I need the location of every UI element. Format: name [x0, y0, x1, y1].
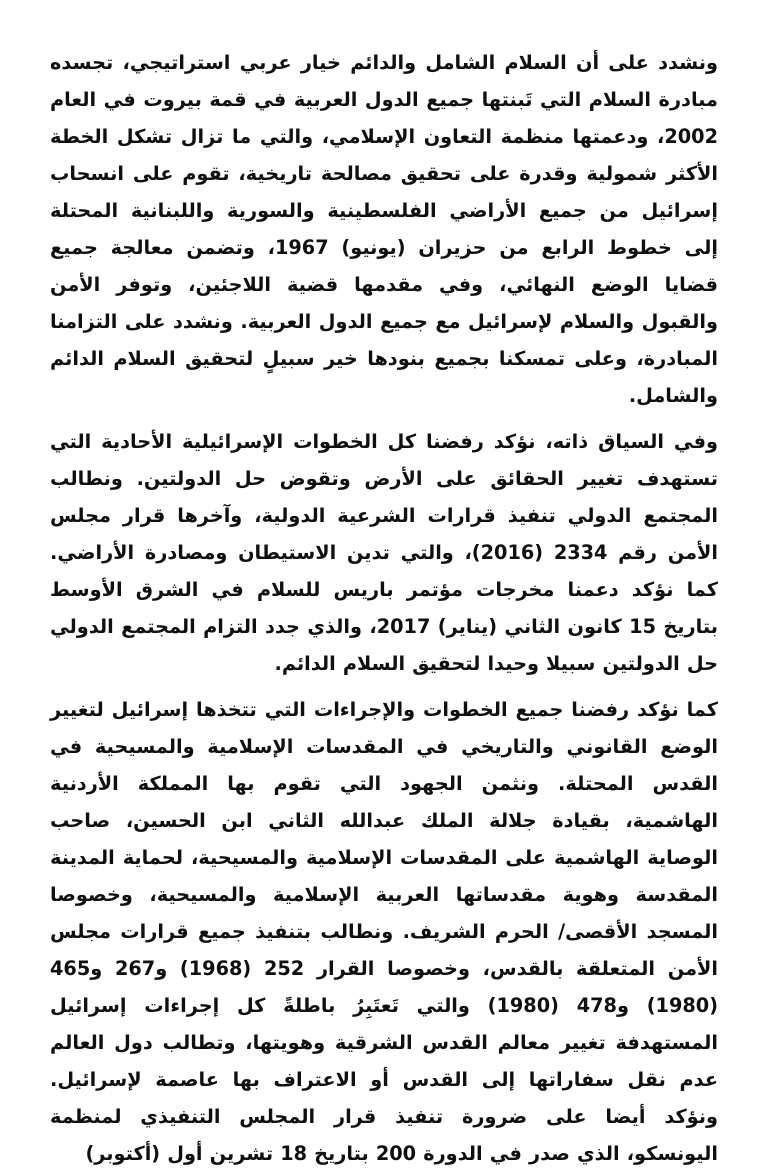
paragraph-2: وفي السياق ذاته، نؤكد رفضنا كل الخطوات الإسرائيلية الأحادية التي تستهدف تغيير الحقائق على الأرض وتقوض حل الدولتين. ونطالب المجتمع الدولي تنفيذ قرارات الشرعية الدولية، وآخرها قرار مجلس الأمن رقم 2334 (2016)، والتي تدين الاستيطان ومصادرة الأراضي. كما نؤكد دعمنا مخرجات مؤتمر باريس للسلام في الشرق الأوسط بتاريخ 15 كانون الثاني (يناير) 2017، والذي جدد التزام المجتمع الدولي حل الدولتين سبيلا وحيدا لتحقيق السلام الدائم.: [50, 430, 718, 675]
paragraph-3: كما نؤكد رفضنا جميع الخطوات والإجراءات التي تتخذها إسرائيل لتغيير الوضع القانوني والتاريخي في المقدسات الإسلامية والمسيحية في القدس المحتلة. ونثمن الجهود التي تقوم بها المملكة الأردنية الهاشمية، بقيادة جلالة الملك عبدالله الثاني ابن الحسين، صاحب الوصاية الهاشمية على المقدسات الإسلامية والمسيحية، لحماية المدينة المقدسة وهوية مقدساتها العربية الإسلامية والمسيحية، وخصوصا المسجد الأقصى/ الحرم الشريف. ونطالب بتنفيذ جميع قرارات مجلس الأمن المتعلقة بالقدس، وخصوصا القرار 252 (1968) و267 و465 (1980) و478 (1980) والتي تَعتَبِرُ باطلةً كل إجراءات إسرائيل المستهدفة تغيير معالم القدس الشرقية وهويتها، وتطالب دول العالم عدم نقل سفاراتها إلى القدس أو الاعتراف بها عاصمة لإسرائيل. ونؤكد أيضا على ضرورة تنفيذ قرار المجلس التنفيذي لمنظمة اليونسكو، الذي صدر في الدورة 200 بتاريخ 18 تشرين أول (أكتوبر): [50, 698, 719, 1165]
document-text-body: [50, 44, 718, 1172]
paragraph-1: ونشدد على أن السلام الشامل والدائم خيار عربي استراتيجي، تجسده مبادرة السلام التي تَبنتها جميع الدول العربية في قمة بيروت في العام 2002، ودعمتها منظمة التعاون الإسلامي، والتي ما تزال تشكل الخطة الأكثر شمولية وقدرة على تحقيق مصالحة تاريخية، تقوم على انسحاب إسرائيل من جميع الأراضي الفلسطينية والسورية واللبنانية المحتلة إلى خطوط الرابع من حزيران (يونيو) 1967، وتضمن معالجة جميع قضايا الوضع النهائي، وفي مقدمها قضية اللاجئين، وتوفر الأمن والقبول والسلام لإسرائيل مع جميع الدول العربية. ونشدد على التزامنا المبادرة، وعلى تمسكنا بجميع بنودها خير سبيلٍ لتحقيق السلام الدائم والشامل.: [50, 51, 718, 407]
